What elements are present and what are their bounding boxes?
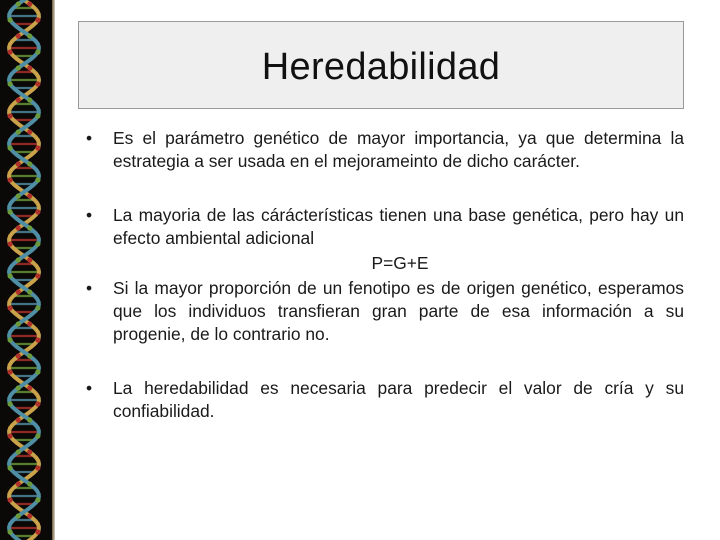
bullet-marker: • [86, 378, 93, 398]
bullet-marker: • [86, 278, 93, 298]
slide-title: Heredabilidad [261, 45, 501, 88]
title-box [78, 21, 684, 109]
bullet-text: Es el parámetro genético de mayor importancia, ya que determina la estrategia a ser usada en el mejorameinto de dicho carácter. [113, 128, 684, 171]
bullet-text: La heredabilidad es necesaria para predecir el valor de cría y su confiabilidad. [113, 378, 684, 421]
bullet-text: Si la mayor proporción de un fenotipo es de origen genético, esperamos que los individuos transfieran gran parte de esa información a su progenie, de lo contrario no. [113, 278, 684, 344]
bullet-marker: • [86, 128, 93, 148]
dna-helix-icon [0, 0, 52, 540]
bullet-item [86, 204, 684, 250]
strip-edge-divider [52, 0, 55, 540]
dna-decoration-strip [0, 0, 52, 540]
slide-body [86, 127, 684, 423]
bullet-item [86, 277, 684, 346]
bullet-item [86, 377, 684, 423]
bullet-item [86, 127, 684, 173]
bullet-text: La mayoria de las cárácterísticas tienen una base genética, pero hay un efecto ambiental adicional [113, 205, 684, 248]
bullet-marker: • [86, 205, 93, 225]
formula: P=G+E [371, 253, 429, 273]
